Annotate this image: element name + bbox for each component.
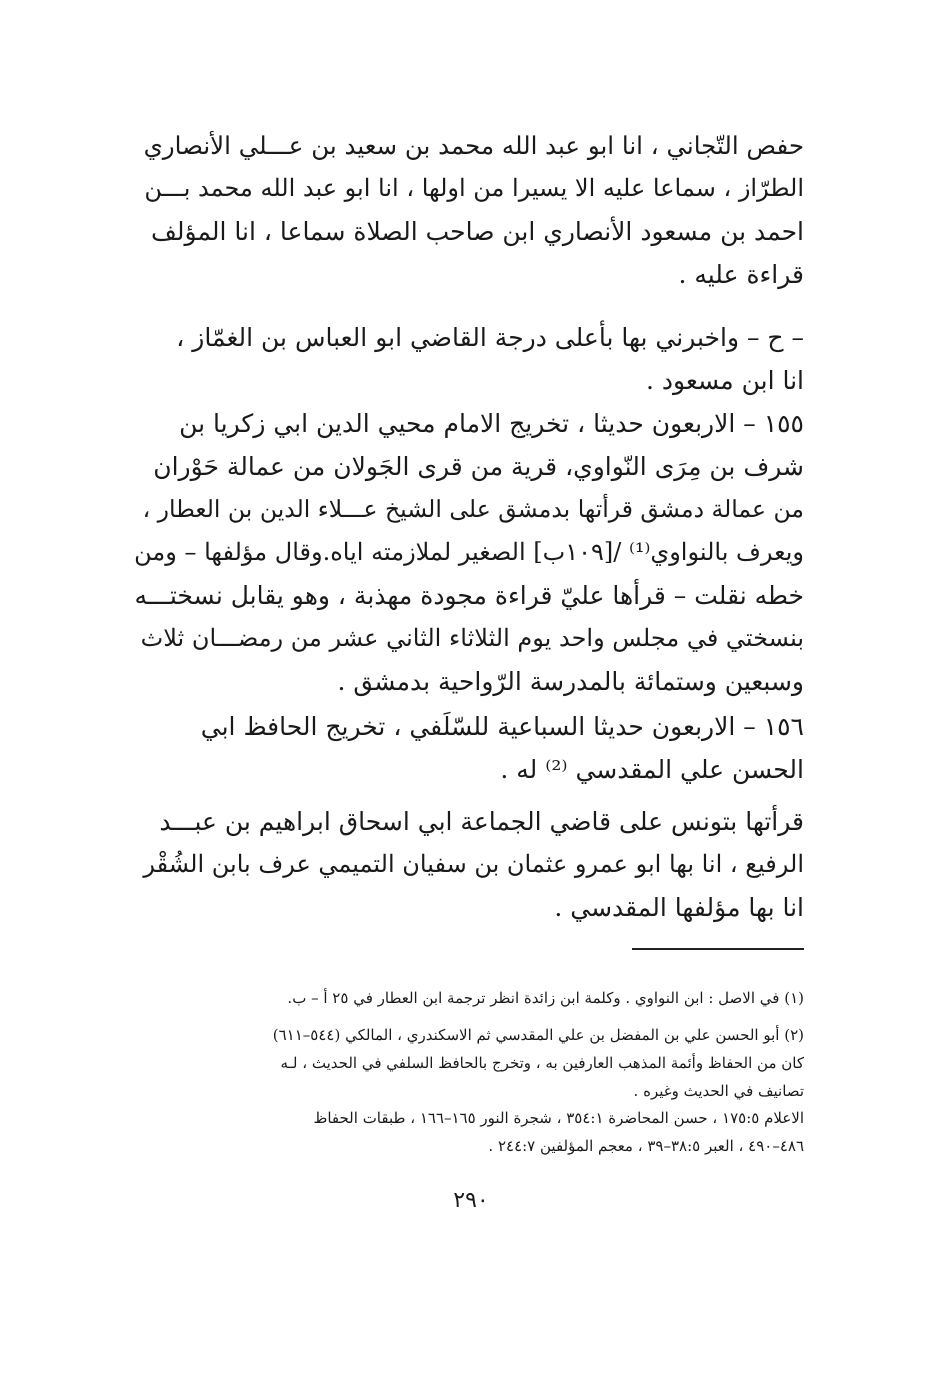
footnote-line: الاعلام ١٧٥:٥ ، حسن المحاضرة ٣٥٤:١ ، شجرة النور ١٦٥–١٦٦ ، طبقات الحفاظ xyxy=(313,1109,804,1127)
text-line: ١٥٦ – الاربعون حديثا السباعية للسّلَفي ، تخريج الحافظ ابي xyxy=(200,712,804,741)
footnote-line: كان من الحفاظ وأئمة المذهب العارفين به ، وتخرج بالحافظ السلفي في الحديث ، لـه xyxy=(280,1054,804,1072)
text-line: الرفيع ، انا بها ابو عمرو عثمان بن سفيان التميمي عرف بابن الشُقْر xyxy=(143,850,804,878)
page-number: ٢٩٠ xyxy=(453,1188,489,1213)
text-line: انا بها مؤلفها المقدسي . xyxy=(554,893,804,922)
paragraph-ha-ghammaz xyxy=(132,316,804,402)
text-line: قرأتها بتونس على قاضي الجماعة ابي اسحاق ابراهيم بن عبـــد xyxy=(159,807,804,836)
text-line: حفص التّجاني ، انا ابو عبد الله محمد بن سعيد بن عـــلي الأنصاري xyxy=(143,131,804,160)
footnote-line: (١) في الاصل : ابن النواوي . وكلمة ابن زائدة انظر ترجمة ابن العطار في ٢٥ أ – ب. xyxy=(287,989,804,1007)
text-line: انا ابن مسعود . xyxy=(645,366,804,395)
text-line: احمد بن مسعود الأنصاري ابن صاحب الصلاة سماعا ، انا المؤلف xyxy=(151,217,804,246)
footnote-references xyxy=(132,1104,804,1160)
text-line: بنسختي في مجلس واحد يوم الثلاثاء الثاني عشر من رمضـــان ثلاث xyxy=(140,624,804,652)
paragraph-entry-156 xyxy=(132,705,804,791)
text-line: – ح – واخبرني بها بأعلى درجة القاضي ابو العباس بن الغمّاز ، xyxy=(176,323,804,352)
text-line: وسبعين وستمائة بالمدرسة الرّواحية بدمشق . xyxy=(337,667,804,696)
footnote-2 xyxy=(132,1021,804,1105)
text-line: قراءة عليه . xyxy=(678,260,804,289)
text-line: من عمالة دمشق قرأتها بدمشق على الشيخ عـــلاء الدين بن العطار ، xyxy=(142,495,804,523)
text-line: ويعرف بالنواوي⁽¹⁾ /[١٠٩ب] الصغير لملازمته اياه.وقال مؤلفها – ومن xyxy=(134,538,804,566)
footnote-1 xyxy=(132,984,804,1012)
paragraph-entry-155 xyxy=(132,402,804,703)
footnote-line: ٤٨٦–٤٩٠ ، العبر ٣٨:٥–٣٩ ، معجم المؤلفين ٢٤٤:٧ . xyxy=(488,1137,804,1155)
paragraph-tunis-reading xyxy=(132,800,804,929)
text-line: خطه نقلت – قرأها عليّ قراءة مجودة مهذبة ، وهو يقابل نسختـــه xyxy=(134,581,804,610)
paragraph-hafs-tijani xyxy=(132,124,804,296)
text-line: الحسن علي المقدسي ⁽²⁾ له . xyxy=(500,755,804,784)
footnote-line: تصانيف في الحديث وغيره . xyxy=(633,1082,804,1100)
text-line: الطرّاز ، سماعا عليه الا يسيرا من اولها ، انا ابو عبد الله محمد بـــن xyxy=(144,174,804,202)
footnote-line: (٢) أبو الحسن علي بن المفضل بن علي المقدسي ثم الاسكندري ، المالكي (٥٤٤–٦١١) xyxy=(272,1026,804,1044)
text-line: ١٥٥ – الاربعون حديثا ، تخريج الامام محيي الدين ابي زكريا بن xyxy=(179,409,804,438)
text-line: شرف بن مِرَى النّواوي، قرية من قرى الجَولان من عمالة حَوْران xyxy=(153,452,804,481)
footnote-divider xyxy=(632,948,804,950)
